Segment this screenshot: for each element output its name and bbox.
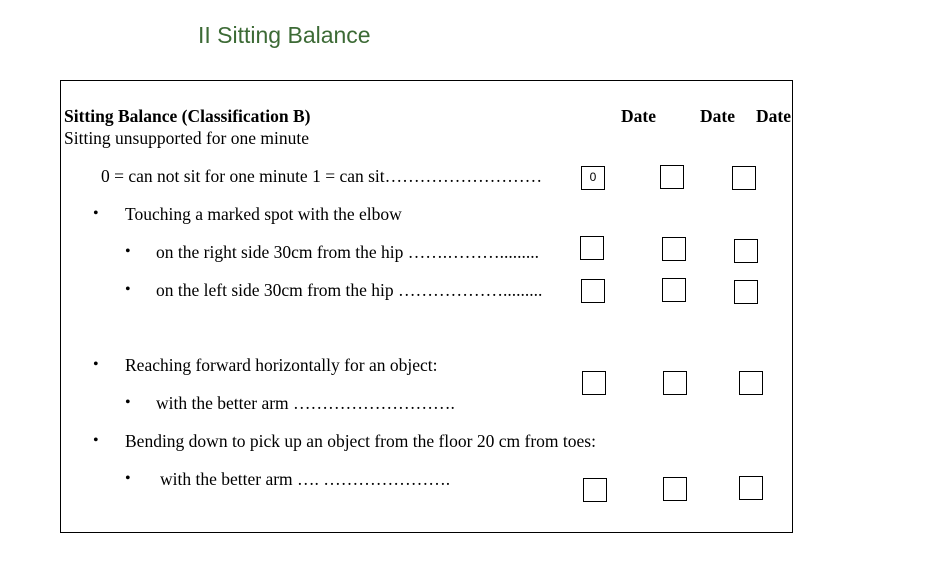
score-box-reach-3[interactable] bbox=[739, 371, 763, 395]
reach-better-arm-label: with the better arm ………………………. bbox=[156, 393, 455, 413]
score-box-reach-1[interactable] bbox=[582, 371, 606, 395]
sub-bullet-marker: • bbox=[125, 394, 131, 411]
score-box-touch-right-2[interactable] bbox=[662, 237, 686, 261]
score-box-sit-1[interactable]: 0 bbox=[581, 166, 605, 190]
score-box-bend-2[interactable] bbox=[663, 477, 687, 501]
score-box-bend-1[interactable] bbox=[583, 478, 607, 502]
section-heading: II Sitting Balance bbox=[198, 22, 371, 48]
touch-right-label: on the right side 30cm from the hip …….………......... bbox=[156, 242, 540, 262]
reach-heading: Reaching forward horizontally for an object: bbox=[125, 355, 438, 375]
score-box-bend-3[interactable] bbox=[739, 476, 763, 500]
bullet-marker: • bbox=[93, 432, 99, 449]
score-box-touch-left-3[interactable] bbox=[734, 280, 758, 304]
score-box-touch-left-2[interactable] bbox=[662, 278, 686, 302]
score-box-touch-right-3[interactable] bbox=[734, 239, 758, 263]
bullet-marker: • bbox=[93, 356, 99, 373]
date-header-1: Date bbox=[621, 106, 656, 126]
touch-left-label: on the left side 30cm from the hip ………………......... bbox=[156, 280, 543, 300]
score-box-touch-left-1[interactable] bbox=[581, 279, 605, 303]
sit-scale-label: 0 = can not sit for one minute 1 = can sit……………………… bbox=[101, 166, 543, 186]
touch-heading: Touching a marked spot with the elbow bbox=[125, 204, 402, 224]
score-box-sit-3[interactable] bbox=[732, 166, 756, 190]
table-subtitle: Sitting unsupported for one minute bbox=[64, 128, 309, 148]
bend-better-arm-label: with the better arm …. …………………. bbox=[160, 469, 451, 489]
score-box-touch-right-1[interactable] bbox=[580, 236, 604, 260]
date-header-2: Date bbox=[700, 106, 735, 126]
bend-heading: Bending down to pick up an object from the floor 20 cm from toes: bbox=[125, 431, 596, 451]
sub-bullet-marker: • bbox=[125, 470, 131, 487]
sub-bullet-marker: • bbox=[125, 243, 131, 260]
bullet-marker: • bbox=[93, 205, 99, 222]
date-header-3: Date bbox=[756, 106, 791, 126]
score-box-reach-2[interactable] bbox=[663, 371, 687, 395]
table-title: Sitting Balance (Classification B) bbox=[64, 106, 311, 126]
score-box-sit-2[interactable] bbox=[660, 165, 684, 189]
sub-bullet-marker: • bbox=[125, 281, 131, 298]
